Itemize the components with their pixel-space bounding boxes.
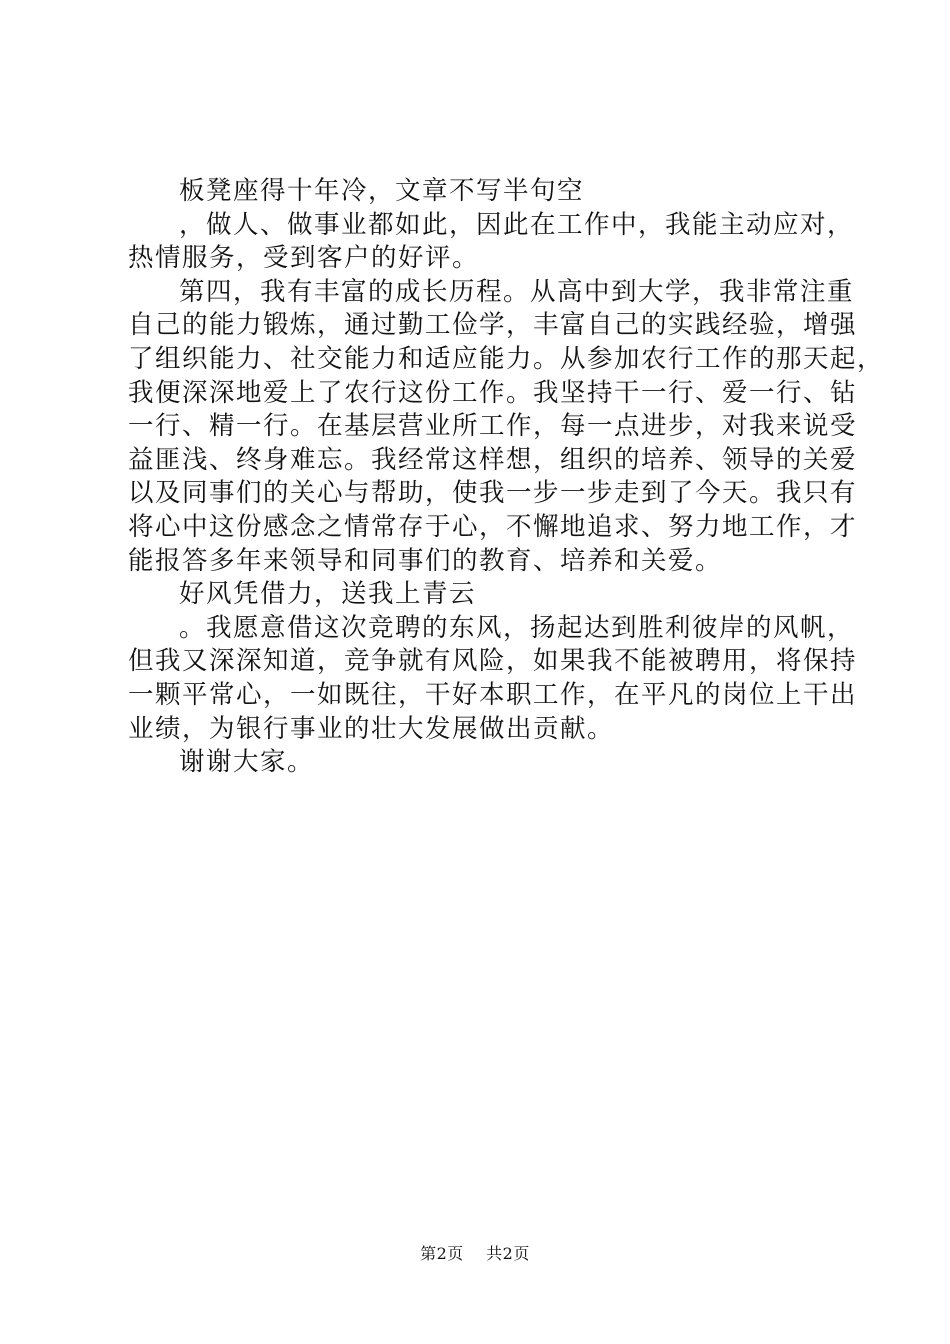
text-line: 一颗平常心，一如既往，干好本职工作，在平凡的岗位上干出 bbox=[128, 679, 858, 710]
text-line: 一行、精一行。在基层营业所工作，每一点进步，对我来说受 bbox=[128, 411, 858, 442]
text-line: 热情服务，受到客户的好评。 bbox=[128, 243, 480, 274]
text-line: 但我又深深知道，竞争就有风险，如果我不能被聘用，将保持 bbox=[128, 646, 858, 677]
document-body bbox=[128, 175, 885, 780]
page-number: 第2页 bbox=[420, 1244, 464, 1263]
page-total: 共2页 bbox=[486, 1244, 530, 1263]
text-line: 将心中这份感念之情常存于心，不懈地追求、努力地工作，才 bbox=[128, 511, 858, 542]
text-line: 益匪浅、终身难忘。我经常这样想，组织的培养、领导的关爱 bbox=[128, 444, 858, 475]
text-line: 我便深深地爱上了农行这份工作。我坚持干一行、爱一行、钻 bbox=[128, 377, 858, 408]
text-line: 板凳座得十年冷，文章不写半句空 bbox=[179, 176, 585, 206]
text-line: 能报答多年来领导和同事们的教育、培养和关爱。 bbox=[128, 545, 723, 576]
text-line: 第四，我有丰富的成长历程。从高中到大学，我非常注重 bbox=[179, 276, 855, 307]
text-line: 好风凭借力，送我上青云 bbox=[179, 579, 477, 610]
text-line: 业绩，为银行事业的壮大发展做出贡献。 bbox=[128, 713, 615, 744]
text-line: 自己的能力锻炼，通过勤工俭学，丰富自己的实践经验，增强 bbox=[128, 310, 858, 341]
text-line: 了组织能力、社交能力和适应能力。从参加农行工作的那天起， bbox=[128, 343, 885, 374]
text-line: 谢谢大家。 bbox=[179, 747, 315, 778]
text-line: 。我愿意借这次竞聘的东风，扬起达到胜利彼岸的风帆， bbox=[179, 612, 855, 643]
page-footer bbox=[0, 1243, 950, 1265]
text-line: 以及同事们的关心与帮助，使我一步一步走到了今天。我只有 bbox=[128, 478, 858, 509]
page-footer-spacer bbox=[469, 1243, 480, 1265]
text-line: ，做人、做事业都如此，因此在工作中，我能主动应对， bbox=[179, 209, 855, 240]
